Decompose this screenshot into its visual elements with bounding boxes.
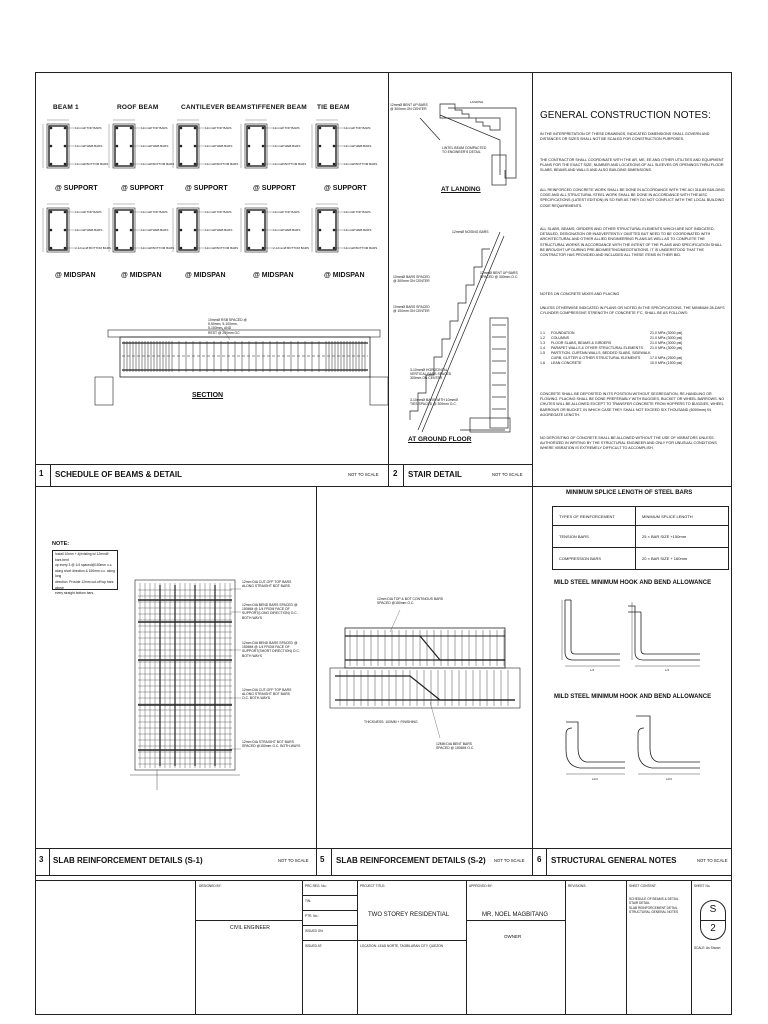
panel-number: 5 [320, 855, 325, 864]
bar-label: 12mmØ BOTTOM BARS [344, 246, 378, 250]
beam-type-label: TIE BEAM [317, 104, 350, 111]
bar-label: 12mmØ BOTTOM BARS [141, 162, 175, 166]
beam-row-label: @ MIDSPAN [55, 272, 96, 279]
scale-note: NOT TO SCALE [494, 858, 525, 863]
splice-cell: TENSION BARS [553, 526, 636, 548]
concrete-item: PARAPET WALLS & OTHER STRUCTURAL ELEMENTS [551, 346, 643, 350]
revisions-label: REVISIONS: [568, 884, 587, 888]
slab2-label: 12MM DIA BENT BARS SPACED @ 150MM O.C. [436, 742, 475, 751]
bar-label: 12mmØ TOP BARS [273, 210, 300, 214]
hook-dim: Ld/4 [666, 777, 672, 781]
scale-note: NOT TO SCALE [348, 472, 379, 477]
bar-label: 12mmØ WEB BARS [75, 228, 103, 232]
concrete-item: FOUNDATION [551, 331, 575, 335]
project-title: TWO STOREY RESIDENTIAL [368, 912, 450, 918]
note-paragraph: ALL REINFORCED CONCRETE WORK SHALL BE DONE IN ACCORDANCE WITH THE ACI 318-89 BUILDING CODE AND ALL STRUCTURAL STEEL WORK SHALL BE DONE IN ACCORDANCE WITH THE AISC SPECIFICATIONS (LATEST EDITION) IN SO FAR AS THEY DO NOT CONFLICT WITH THE LOCAL BUILDING CODE REQUIREMENTS. [540, 188, 725, 208]
stirrup-note: 10mmØ RSB SPACED @ 5-50mm, 5-100mm, 5-150mm, AND REST @ 200mm OC [208, 318, 247, 335]
beam-row-label: @ MIDSPAN [185, 272, 226, 279]
bar-label: 12mmØ BOTTOM BARS [141, 246, 175, 250]
beam-row-label: @ SUPPORT [324, 185, 367, 192]
sheet-number-badge: S 2 [700, 900, 726, 940]
note-paragraph: IN THE INTERPRETATION OF THESE DRAWINGS, INDICATED DIMENSIONS SHALL GOVERN AND DISTANCES OR SIZES SHALL NOT BE SCALED FOR CONSTRUCTION PURPOSES. [540, 132, 710, 142]
concrete-item-no: 1.2 [540, 336, 545, 340]
bar-label: 12mmØ BOTTOM BARS [205, 246, 239, 250]
concrete-strength: 21.0 MPa (3000 psi) [650, 341, 683, 345]
bar-label: 12mmØ TOP BARS [141, 126, 168, 130]
stair-label: 12mmØ BENT UP BARS SPACED @ 300mm O.C. [480, 271, 519, 280]
bar-label: 12mmØ TOP BARS [205, 126, 232, 130]
bar-label: 12mmØ BOTTOM BARS [344, 162, 378, 166]
concrete-item: LEAN CONCRETE [551, 361, 582, 365]
stair-label: LANDING [470, 100, 484, 104]
bar-label: 12mmØ WEB BARS [344, 228, 372, 232]
concrete-item: CURB, GUTTER & OTHER STRUCTURAL ELEMENTS [551, 356, 641, 360]
bar-label: 12mmØ BOTTOM BARS [75, 162, 109, 166]
note-paragraph: NOTES ON CONCRETE MIXES AND PLACING [540, 292, 620, 296]
bar-label: 2-12mmØ BOTTOM BARS [75, 246, 111, 250]
bar-label: 12mmØ WEB BARS [205, 228, 233, 232]
concrete-strength: 21.0 MPa (3000 psi) [650, 346, 683, 350]
location: LOCATION: LEAD NORTE, TAGBILARAN CITY, QUEZON [360, 944, 443, 948]
panel-number: 3 [39, 855, 44, 864]
designed-by-label: DESIGNED BY: [199, 884, 222, 888]
bar-label: 12mmØ TOP BARS [75, 126, 102, 130]
stair-label: LINTEL BEAM COMPACTED TO ENGINEER'S DETAIL [442, 146, 487, 155]
owner-label: OWNER [504, 934, 522, 939]
beam-row-label: @ SUPPORT [55, 185, 98, 192]
slab-label: 12mm DIA BEND BARS SPACED @ 150MM @ 1/4 FROM FACE OF SUPPORT(SHORT DIRECTION) O.C. BOTH WAYS [242, 641, 300, 658]
stair-label: 3-10mmØ HORIZONTAL VERTICAL BARS SPACED 300mm ON CENTER [410, 368, 452, 381]
slab-note-title: NOTE: [52, 541, 70, 547]
slab-label: 12mm DIA STRAIGHT BOT BARS SPACED @150mm O.C. BOTH-WAYS [242, 740, 301, 749]
scale-note: NOT TO SCALE [278, 858, 309, 863]
section-label: SECTION [192, 392, 224, 399]
note-paragraph: ALL SLABS, BEAMS, GIRDERS AND OTHER STRUCTURAL ELEMENTS WHICH ARE NOT INDICATED, DETAILED, DESIGNATION OR INADVERTENTLY OMITTED BUT NEED TO BE COORDINATED WITH ARCHITECTURAL AND OTHER ALLIED ENGINEERING PLANS AS WELL AS TO COMPLETE THE STRUCTURAL WORKS IN ACCORDANCE WITH THE INTENT OF THE PLANS AND SPECIFICATION SHALL BE BROUGHT UP DURING PRE-BID/MEETING/NEGOTIATIONS. IT IS UNDERSTOOD THAT THE CONTRACTOR HAS PROVIDED AND INCLUDED ALL THESE ITEMS IN THEIR BID. [540, 227, 723, 258]
concrete-item: PARTITION, CURTAIN WALLS, BEDDED SLABS, SIDEWALK [551, 351, 651, 355]
project-title-label: PROJECT TITLE: [360, 884, 386, 888]
sheet-content: SCHEDULE OF BEAMS & DETAIL STAIR DETAIL SLAB REINFORCEMENT DETAIL STRUCTURAL GENERAL NOTES [629, 897, 679, 915]
concrete-strength: 10.0 MPa (1500 psi) [650, 361, 683, 365]
bar-label: 12mmØ WEB BARS [75, 144, 103, 148]
beam-row-label: @ SUPPORT [253, 185, 296, 192]
beam-row-label: @ MIDSPAN [324, 272, 365, 279]
concrete-item-no: 1.4 [540, 346, 545, 350]
sheet-no-label: SHEET No. [694, 884, 711, 888]
beam-row-label: @ MIDSPAN [253, 272, 294, 279]
bar-label: 12mmØ WEB BARS [273, 144, 301, 148]
panel-title: SLAB REINFORCEMENT DETAILS (S-2) [336, 856, 486, 865]
designer: CIVIL ENGINEER [230, 925, 270, 931]
scale-note: NOT TO SCALE [492, 472, 523, 477]
slab-label: 12mm DIA CUT-OFF TOP BARS ALONG STRAIGHT BOT BARS [242, 580, 292, 589]
concrete-item-no: 1.3 [540, 341, 545, 345]
slab-note-box: Install 10mm + 4(existing w/ 12mmØ bars bent up every 3 @ 1/4 spaced@150mm o.c. along short direction & 150mm o.c. along long direction. Provide 12mm cut-off top bars above every straight bottom bars. [52, 550, 118, 590]
beam-row-label: @ SUPPORT [121, 185, 164, 192]
hook-title: MILD STEEL MINIMUM HOOK AND BEND ALLOWANCE [554, 580, 712, 586]
hook-dim: L/4 [665, 668, 670, 672]
bar-label: 12mmØ BOTTOM BARS [273, 162, 307, 166]
owner-name: MR. NOEL MAGBITANG [482, 912, 549, 918]
panel-title: SCHEDULE OF BEAMS & DETAIL [55, 470, 182, 479]
concrete-item-no: 1.6 [540, 361, 545, 365]
concrete-strength: 21.0 MPa (3000 psi) [650, 336, 683, 340]
note-paragraph: NO DEPOSITING OF CONCRETE SHALL BE ALLOWED WITHOUT THE USE OF VIBRATORS UNLESS AUTHORIZED IN WRITING BY THE STRUCTURAL ENGINEER AND ONLY FOR UNUSUAL CONDITIONS WHERE VIBRATION IS EXTREMELY DIFFICULT TO ACCOMPLISH. [540, 436, 717, 451]
bar-label: 12mmØ TOP BARS [205, 210, 232, 214]
bar-label: 12mmØ TOP BARS [273, 126, 300, 130]
stair-label: 12mmØ NOSING BARS [452, 230, 489, 234]
bar-label: 12mmØ TOP BARS [344, 210, 371, 214]
bar-label: 2-12mmØ BOTTOM BARS [273, 246, 309, 250]
concrete-item-no: 1.5 [540, 351, 545, 355]
panel-title: STAIR DETAIL [408, 470, 462, 479]
splice-header: MINIMUM SPLICE LENGTH [636, 507, 729, 526]
panel-title: STRUCTURAL GENERAL NOTES [551, 856, 677, 865]
bar-label: 12mmØ TOP BARS [141, 210, 168, 214]
beam-type-label: CANTILEVER BEAM [181, 104, 247, 111]
note-paragraph: THE CONTRACTOR SHALL COORDINATE WITH THE AR, ME, EE AND OTHER UTILITIES AND EQUIPMENT PLANS FOR THE EXACT SIZE, NUMBER AND LOCATIONS OF ALL SLEEVES OR OPENINGS THRU FLOOR SLABS, BEAMS AND WALLS AND ALSO BUILDING DIMENSIONS. [540, 158, 724, 173]
slab-label: 12mm DIA CUT-OFF TOP BARS ALONG STRAIGHT BOT BARS O.C. BOTH-WAYS [242, 688, 292, 701]
concrete-strength: 17.0 MPa (2500 psi) [650, 356, 683, 360]
bar-label: 12mmØ TOP BARS [75, 210, 102, 214]
tin-label: TIN: [305, 899, 312, 903]
bar-label: 12mmØ WEB BARS [141, 228, 169, 232]
notes-title: GENERAL CONSTRUCTION NOTES: [540, 110, 711, 121]
bar-label: 12mmØ BOTTOM BARS [205, 162, 239, 166]
at-landing-label: AT LANDING [441, 186, 481, 193]
stair-label: 12mmØ BENT UP BARS @ 300mm ON CENTER [390, 103, 428, 112]
issued-on-label: ISSUED ON: [305, 929, 324, 933]
splice-title: MINIMUM SPLICE LENGTH OF STEEL BARS [566, 490, 693, 496]
prc-label: PRC REG. No.: [305, 884, 328, 888]
ptr-label: PTR. No.: [305, 914, 319, 918]
scale-note: NOT TO SCALE [697, 858, 728, 863]
splice-cell: COMPRESSION BARS [553, 548, 636, 570]
at-ground-floor-label: AT GROUND FLOOR [408, 436, 472, 443]
concrete-item-no: 1.1 [540, 331, 545, 335]
concrete-strength: 21.0 MPa (3000 psi) [650, 331, 683, 335]
panel-number: 6 [537, 855, 542, 864]
panel-number: 2 [393, 469, 398, 478]
bar-label: 12mmØ WEB BARS [344, 144, 372, 148]
bar-label: 12mmØ WEB BARS [273, 228, 301, 232]
sheet-content-label: SHEET CONTENT: [629, 884, 657, 888]
bar-label: 12mmØ WEB BARS [205, 144, 233, 148]
issued-at-label: ISSUED AT: [305, 944, 322, 948]
splice-cell: 20 × BAR SIZE + 160mm [636, 548, 729, 570]
slab2-label: 12mm DIA TOP & BOT CONTINOUS BARS SPACED @150mm O.C. [377, 597, 444, 606]
hook-title: MILD STEEL MINIMUM HOOK AND BEND ALLOWANCE [554, 694, 712, 700]
panel-title: SLAB REINFORCEMENT DETAILS (S-1) [53, 856, 203, 865]
note-paragraph: CONCRETE SHALL BE DEPOSITED IN ITS POSITION WITHOUT SEGREGATION, RE-HANDLING OR FLOWING. PLACING SHALL BE DONE PREFERABLY WITH BUGGIES, BUCKET OR WHEEL BARROWS. NO CHUTES WILL BE ALLOWED EXCEPT TO TRANSFER CONCRETE FROM HOPPERS TO BUGGIES, WHEEL BARROWS OR BUCKET, IN WHICH CASE THEY SHALL NOT EXCEED SIX THOUSAND (6000mm) IN AGGREGATE LENGTH. [540, 392, 725, 417]
bar-label: 12mmØ WEB BARS [141, 144, 169, 148]
stair-label: 3-10mmØ BARS WITH 10mmØ TIES SPACED @ 300mm O.C. [410, 398, 458, 407]
stair-label: 10mmØ BARS SPACED @ 100mm ON CENTER [393, 305, 430, 314]
bar-label: 12mmØ TOP BARS [344, 126, 371, 130]
note-paragraph: UNLESS OTHERWISE INDICATED IN PLANS OR NOTED IN THE SPECIFICATIONS, THE MINIMUM 28-DAYS CYLINDER COMPRESSIVE STRENGTH OF CONCRETE F'C, SHALL BE AS FOLLOWS: [540, 306, 725, 316]
beam-row-label: @ MIDSPAN [121, 272, 162, 279]
concrete-item: FLOOR SLABS, BEAMS & GIRDERS [551, 341, 612, 345]
beam-row-label: @ SUPPORT [185, 185, 228, 192]
scale-text: SCALE: As Shown [694, 946, 721, 950]
stair-label: 10mmØ BARS SPACED @ 300mm ON CENTER [393, 275, 430, 284]
splice-cell: 25 × BAR SIZE +150mm [636, 526, 729, 548]
hook-dim: L/4 [590, 668, 595, 672]
slab-label: 12mm DIA BEND BARS SPACED @ 150MM @ 1/4 FROM FACE OF SUPPORT(LONG DIRECTION) O.C. BOTH WAYS [242, 603, 298, 620]
splice-header: TYPES OF REINFORCEMENT [553, 507, 636, 526]
approved-by-label: APPROVED BY: [469, 884, 493, 888]
slab2-label: THICKNESS: 100MM + FINISHING [364, 720, 418, 724]
hook-dim: Ld/4 [592, 777, 598, 781]
beam-type-label: BEAM 1 [53, 104, 79, 111]
beam-type-label: ROOF BEAM [117, 104, 159, 111]
concrete-item: COLUMNS [551, 336, 569, 340]
beam-type-label: STIFFENER BEAM [247, 104, 307, 111]
panel-number: 1 [39, 469, 44, 478]
